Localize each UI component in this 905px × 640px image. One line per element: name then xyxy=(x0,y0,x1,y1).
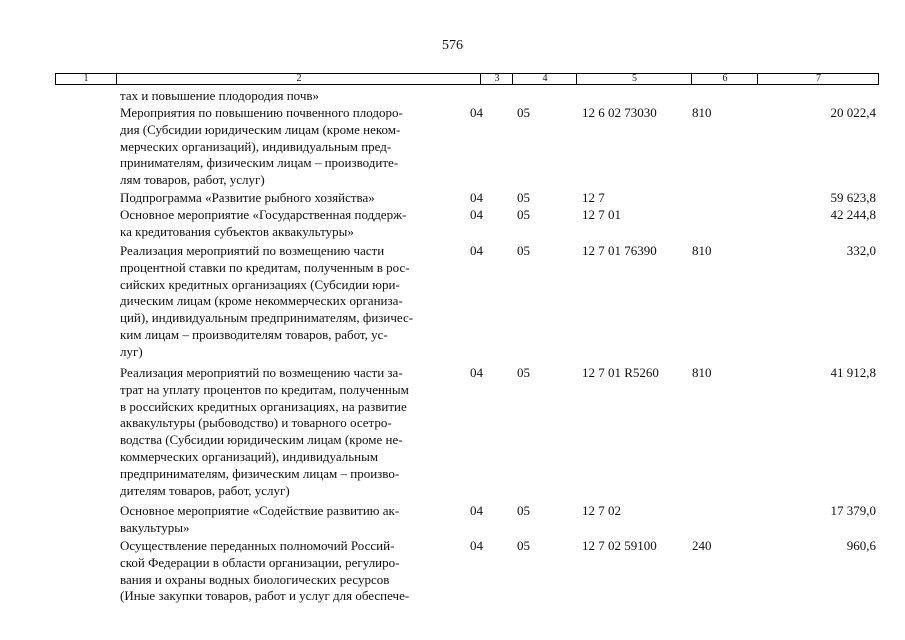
header-col-4: 4 xyxy=(512,74,577,84)
row-amount: 332,0 xyxy=(846,243,876,258)
row-subsection: 05 xyxy=(517,538,530,553)
row-subsection: 05 xyxy=(517,365,530,380)
header-col-6: 6 xyxy=(691,74,758,84)
row-name: Основное мероприятие «Содействие развитию ак- вакультуры» xyxy=(120,503,400,535)
page-number: 576 xyxy=(442,38,463,53)
row-amount: 41 912,8 xyxy=(830,365,876,380)
header-col-1: 1 xyxy=(83,73,89,84)
row-target-code: 12 6 02 73030 xyxy=(582,105,657,120)
row-target-code: 12 7 xyxy=(582,190,605,205)
row-expense-type: 810 xyxy=(692,105,712,120)
header-col-5: 5 xyxy=(576,74,692,84)
row-amount: 960,6 xyxy=(846,538,876,553)
row-section: 04 xyxy=(470,243,483,258)
header-col-7: 7 xyxy=(757,74,879,84)
row-section: 04 xyxy=(470,365,483,380)
table-header xyxy=(55,73,879,85)
row-amount: 42 244,8 xyxy=(830,207,876,222)
header-col-2: 2 xyxy=(116,74,481,84)
row-name: Подпрограмма «Развитие рыбного хозяйства» xyxy=(120,190,375,205)
row-expense-type: 810 xyxy=(692,243,712,258)
row-subsection: 05 xyxy=(517,243,530,258)
row-name: Мероприятия по повышению почвенного плодоро- дия (Субсидии юридическим лицам (кроме неком- мерческих организаций), индивидуальным пред- принимателям, физическим лицам – производите- лям товаров, работ, услуг) xyxy=(120,105,403,188)
row-section: 04 xyxy=(470,105,483,120)
row-name: Реализация мероприятий по возмещению части процентной ставки по кредитам, полученным в рос- сийских кредитных организациях (Субсидии юри- дическим лицам (кроме некоммерческих организа- ций), индивидуальным предпринимателям, физичес- ким лицам – производителям товаров, работ, ус- луг) xyxy=(120,243,414,359)
row-name: Осуществление переданных полномочий Россий- ской Федерации в области организации, регулиро- вания и охраны водных биологических ресурсов (Иные закупки товаров, работ и услуг для обеспече- xyxy=(120,538,410,604)
row-target-code: 12 7 01 R5260 xyxy=(582,365,659,380)
row-subsection: 05 xyxy=(517,503,530,518)
row-target-code: 12 7 01 76390 xyxy=(582,243,657,258)
row-amount: 17 379,0 xyxy=(830,503,876,518)
row-name: тах и повышение плодородия почв» xyxy=(120,88,320,103)
row-subsection: 05 xyxy=(517,190,530,205)
row-subsection: 05 xyxy=(517,207,530,222)
header-col-3: 3 xyxy=(480,74,513,84)
row-target-code: 12 7 02 xyxy=(582,503,621,518)
row-subsection: 05 xyxy=(517,105,530,120)
row-expense-type: 240 xyxy=(692,538,712,553)
row-section: 04 xyxy=(470,207,483,222)
row-section: 04 xyxy=(470,190,483,205)
row-amount: 59 623,8 xyxy=(830,190,876,205)
row-expense-type: 810 xyxy=(692,365,712,380)
row-target-code: 12 7 01 xyxy=(582,207,621,222)
row-name: Реализация мероприятий по возмещению части за- трат на уплату процентов по кредитам, полученным в российских кредитных организациях, на развитие аквакультуры (рыбоводство) и товарного осетро- водства (Субсидии юридическим лицам (кроме не- коммерческих организаций), индивидуальным предпринимателям, физическим лицам – произво- дителям товаров, работ, услуг) xyxy=(120,365,409,498)
row-section: 04 xyxy=(470,538,483,553)
row-amount: 20 022,4 xyxy=(830,105,876,120)
row-target-code: 12 7 02 59100 xyxy=(582,538,657,553)
row-section: 04 xyxy=(470,503,483,518)
row-name: Основное мероприятие «Государственная поддерж- ка кредитования субъектов аквакультуры» xyxy=(120,207,407,239)
